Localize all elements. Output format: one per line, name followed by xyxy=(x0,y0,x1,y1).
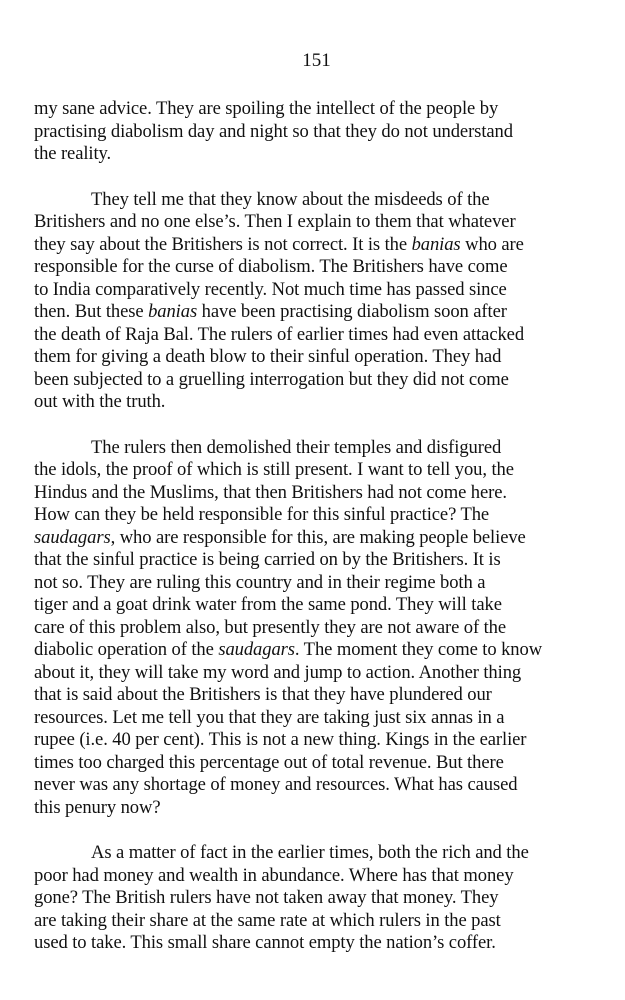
text-line: been subjected to a gruelling interrogation but they did not come xyxy=(34,368,509,390)
text-line: care of this problem also, but presently they are not aware of the xyxy=(34,616,507,638)
text-line: times too charged this percentage out of total revenue. But there xyxy=(34,751,504,773)
text-line: to India comparatively recently. Not much time has passed since xyxy=(34,278,507,300)
text-line: about it, they will take my word and jump to action. Another thing xyxy=(34,661,522,683)
paragraph-1 xyxy=(34,98,599,166)
text-line: poor had money and wealth in abundance. Where has that money xyxy=(34,864,514,886)
text-line: the reality. xyxy=(34,143,112,164)
text-line: are taking their share at the same rate at which rulers in the past xyxy=(34,909,501,931)
text-line: the death of Raja Bal. The rulers of earlier times had even attacked xyxy=(34,323,525,345)
text-segment: have been practising diabolism soon after xyxy=(197,301,507,322)
text-line: Hindus and the Muslims, that then Britishers had not come here. xyxy=(34,481,507,503)
paragraph-3 xyxy=(34,437,599,820)
paragraph-4 xyxy=(34,842,599,955)
text-line: practising diabolism day and night so that they do not understand xyxy=(34,120,513,142)
text-line: gone? The British rulers have not taken away that money. They xyxy=(34,887,499,908)
text-line: They tell me that they know about the misdeeds of the xyxy=(91,188,490,210)
text-line: responsible for the curse of diabolism. The Britishers have come xyxy=(34,256,508,277)
italic-term: banias xyxy=(411,233,461,255)
text-segment: . The moment they come to know xyxy=(294,639,543,660)
text-line: not so. They are ruling this country and in their regime both a xyxy=(34,571,486,593)
text-line: the idols, the proof of which is still present. I want to tell you, the xyxy=(34,459,514,480)
text-line: that the sinful practice is being carried on by the Britishers. It is xyxy=(34,549,501,570)
text-segment: then. But these xyxy=(34,301,144,322)
text-line: my sane advice. They are spoiling the intellect of the people by xyxy=(34,98,499,119)
text-line: resources. Let me tell you that they are taking just six annas in a xyxy=(34,706,505,728)
text-segment: , who are responsible for this, are making people believe xyxy=(110,526,526,548)
text-line xyxy=(34,301,599,324)
text-segment: diabolic operation of the xyxy=(34,639,214,660)
italic-term: banias xyxy=(148,301,198,322)
text-line: out with the truth. xyxy=(34,391,166,412)
text-line: Britishers and no one else’s. Then I explain to them that whatever xyxy=(34,211,516,232)
italic-term: saudagars xyxy=(34,526,111,548)
text-segment: who are xyxy=(460,233,524,255)
text-line xyxy=(34,639,599,662)
text-line: As a matter of fact in the earlier times, both the rich and the xyxy=(91,842,529,863)
text-line: them for giving a death blow to their sinful operation. They had xyxy=(34,346,502,367)
text-line: never was any shortage of money and resources. What has caused xyxy=(34,774,518,795)
page-number: 151 xyxy=(302,50,331,71)
text-line: tiger and a goat drink water from the same pond. They will take xyxy=(34,594,502,615)
text-line xyxy=(34,527,599,550)
text-line: that is said about the Britishers is that they have plundered our xyxy=(34,684,492,705)
italic-term: saudagars xyxy=(218,639,295,660)
paragraph-2 xyxy=(34,189,599,414)
text-line: rupee (i.e. 40 per cent). This is not a new thing. Kings in the earlier xyxy=(34,729,527,750)
text-segment: they say about the Britishers is not correct. It is the xyxy=(34,233,408,255)
text-line: The rulers then demolished their temples and disfigured xyxy=(91,436,502,458)
text-line: this penury now? xyxy=(34,796,161,818)
text-line: How can they be held responsible for this sinful practice? The xyxy=(34,504,490,525)
text-line xyxy=(34,234,599,257)
text-line: used to take. This small share cannot empty the nation’s coffer. xyxy=(34,932,496,953)
